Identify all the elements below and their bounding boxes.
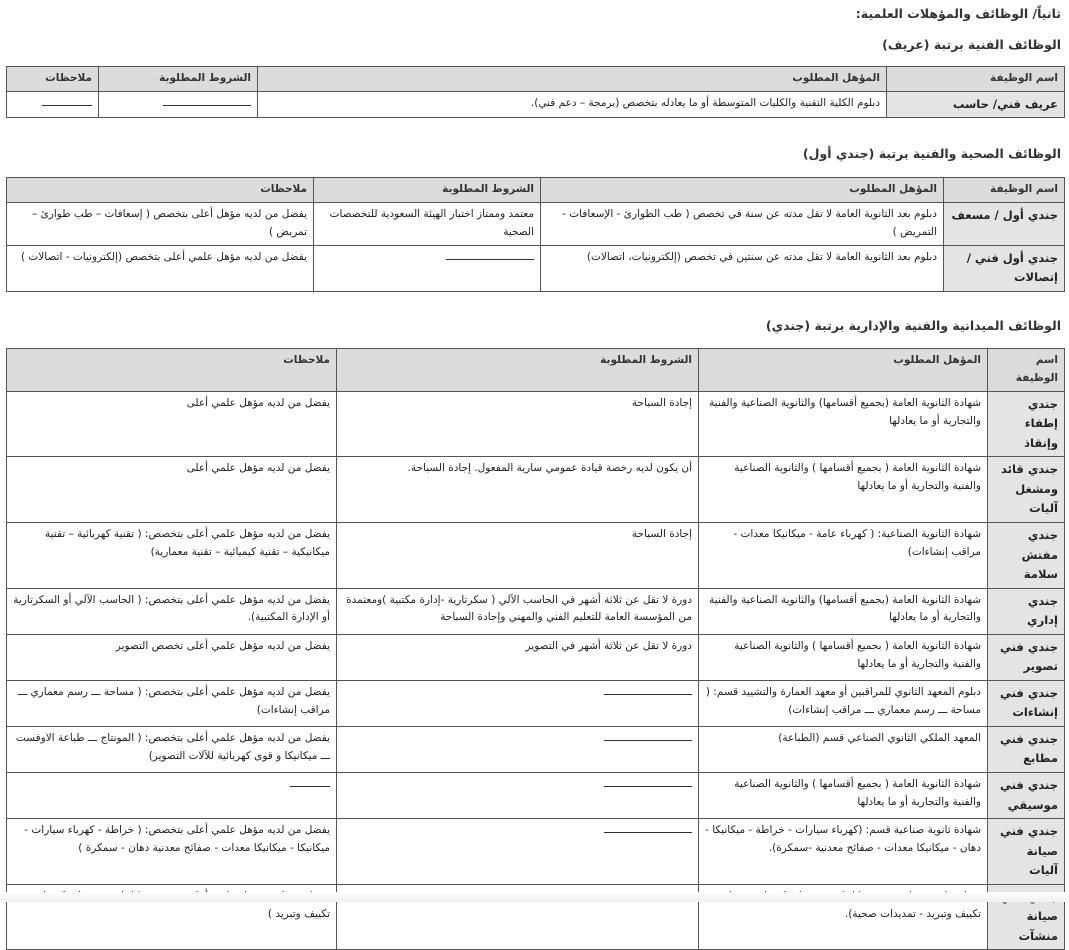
conditions: دورة لا تقل عن ثلاثة أشهر في التصوير [337,634,699,680]
header-conditions: الشروط المطلوبة [99,67,258,92]
qualification: شهادة الثانوية العامة ( بجميع أقسامها ) والثانوية الصناعية والفنية والتجارية أو ما يعادلها [699,457,988,523]
qualification: شهادة الثانوية العامة ( بجميع أقسامها ) والثانوية الصناعية والفنية والتجارية أو ما يعادلها [699,634,988,680]
notes: يفضل من لديه مؤهل علمي أعلى [7,457,337,523]
page-bottom-shade [0,892,1069,902]
table-corporal [6,66,1065,118]
notes: يفضل من لديه مؤهل أعلى بتخصص ( إسعافات – طب طوارئ – تمريض ) [7,202,314,245]
empty-dash [604,730,692,741]
header-qualification: المؤهل المطلوب [699,349,988,392]
header-notes: ملاحظات [7,67,99,92]
section-title-private: الوظائف الميدانية والفنية والإدارية برتبة (جندي) [765,318,1061,333]
conditions: دورة لا تقل عن ثلاثة أشهر في الحاسب الآلي ( سكرتارية -إدارة مكتبية )ومعتمدة من المؤسسة العامة للتعليم الفني والمهني وإجادة السباحة [337,588,699,634]
header-conditions: الشروط المطلوبة [337,349,699,392]
notes: يفضل من لديه مؤهل علمي أعلى بتخصص: ( خراطة - كهرباء سيارات - ميكانيكا - ميكانيكا معدات - صفائح معدنية دهان - سمكرة ) [7,819,337,885]
notes: يفضل من لديه مؤهل علمي أعلى تخصص التصوير [7,634,337,680]
notes: تكييف وتبريد ) [7,884,337,950]
qualification: شهادة الثانوية العامة (بجميع أقسامها) والثانوية الصناعية والفنية والتجارية أو ما يعادلها [699,588,988,634]
job-name: جندي قائد ومشغل آليات [988,457,1065,523]
notes: يفضل من لديه مؤهل علمي أعلى [7,391,337,457]
qualification: دبلوم المعهد الثانوي للمراقبين أو معهد العمارة والتشييد قسم: ( مساحة ـــ رسم معماري ـــ مراقب إنشاءات) [699,680,988,726]
conditions [337,680,699,726]
conditions: أن يكون لديه رخصة قيادة عمومي سارية المفعول. إجادة السباحة. [337,457,699,523]
job-name: جندي أول فني / إتصالات [944,245,1065,291]
qualification: شهادة ثانوية صناعية قسم: (كهرباء سيارات - خراطة - ميكانيكا - دهان - ميكانيكا معدات - صفائح معدنية -سمكرة). [699,819,988,885]
header-job: اسم الوظيفة [944,178,1065,203]
empty-dash [446,249,534,260]
table-header-row [7,67,1065,92]
job-name: جندي فني تصوير [988,634,1065,680]
table-row [7,202,1065,245]
job-name: جندي فني موسيقي [988,772,1065,818]
empty-dash [42,95,92,106]
table-row [7,772,1065,818]
table-row [7,634,1065,680]
table-private-first [6,177,1065,292]
table-row [7,91,1065,118]
job-name: جندي فني إنشاءات [988,680,1065,726]
notes [7,91,99,118]
header-job: اسم الوظيفة [887,67,1065,92]
conditions [314,245,541,291]
table-row [7,391,1065,457]
conditions [337,726,699,772]
table-row [7,457,1065,523]
conditions [337,772,699,818]
job-name: عريف فني/ حاسب [887,91,1065,118]
conditions: معتمد وممتاز اختبار الهيئة السعودية للتخصصات الصحية [314,202,541,245]
qualification: دبلوم بعد الثانوية العامة لا تقل مدته عن سنتين في تخصص (إلكترونيات، اتصالات) [541,245,944,291]
conditions: إجادة السباحة [337,391,699,457]
table-header-row [7,178,1065,203]
header-qualification: المؤهل المطلوب [258,67,887,92]
notes: يفضل من لديه مؤهل علمي أعلى بتخصص (إلكترونيات - اتصالات ) [7,245,314,291]
table-row [7,588,1065,634]
notes: يفضل من لديه مؤهل علمي أعلى بتخصص: ( المونتاج ـــ طباعة الاوفست ـــ ميكانيكا و قوى كهربائية للآلات التصوير) [7,726,337,772]
section-title-corporal: الوظائف الفنية برتبة (عريف) [882,37,1061,52]
section-title-private-first: الوظائف الصحية والفنية برتبة (جندي أول) [802,146,1061,161]
empty-dash [163,95,251,106]
table-row [7,726,1065,772]
table-header-row [7,349,1065,392]
notes: يفضل من لديه مؤهل علمي أعلى بتخصص: ( تقنية كهربائية – تقنية ميكانيكية – تقنية كيميائية – تقنية معمارية) [7,522,337,588]
qualification: تكييف وتبريد - تمديدات صحية). [699,884,988,950]
table-row [7,245,1065,291]
conditions: إجادة السباحة [337,522,699,588]
empty-dash [604,822,692,833]
table-private [6,348,1065,950]
qualification: دبلوم الكلية التقنية والكليات المتوسطة أو ما يعادله بتخصص (برمجة – دعم فني). [258,91,887,118]
header-notes: ملاحظات [7,349,337,392]
empty-dash [604,776,692,787]
empty-dash [290,776,330,787]
conditions [337,819,699,885]
qualification: شهادة الثانوية العامة ( بجميع أقسامها ) والثانوية الصناعية والفنية والتجارية أو ما يعادلها [699,772,988,818]
job-name: جندي فني مطابع [988,726,1065,772]
table-row [7,819,1065,885]
job-name: جندي إداري [988,588,1065,634]
qualification: شهادة الثانوية العامة (بجميع أقسامها) والثانوية الصناعية والفنية والتجارية أو ما يعادلها [699,391,988,457]
qualification: المعهد الملكي الثانوي الصناعي قسم (الطباعة) [699,726,988,772]
notes: يفضل من لديه مؤهل علمي أعلى بتخصص: ( مساحة ـــ رسم معماري ـــ مراقب إنشاءات) [7,680,337,726]
job-name: جندي أول / مسعف [944,202,1065,245]
qualification: دبلوم بعد الثانوية العامة لا تقل مدته عن سنة في تخصص ( طب الطوارئ - الإسعافات - التمريض ) [541,202,944,245]
job-name: جندي إطفاء وإنقاذ [988,391,1065,457]
header-conditions: الشروط المطلوبة [314,178,541,203]
job-name: جندي مفتش سلامة [988,522,1065,588]
job-name: جندي فني صيانة آليات [988,819,1065,885]
main-heading: ثانياً/ الوظائف والمؤهلات العلمية: [855,6,1061,21]
qualification: شهادة الثانوية الصناعية: ( كهرباء عامة - ميكانيكا معدات - مراقب إنشاءات) [699,522,988,588]
header-job: اسم الوظيفة [988,349,1065,392]
notes: يفضل من لديه مؤهل علمي أعلى بتخصص: ( الحاسب الآلي أو السكرتارية أو الإدارة المكتبية). [7,588,337,634]
conditions [99,91,258,118]
table-row [7,522,1065,588]
table-row [7,680,1065,726]
header-qualification: المؤهل المطلوب [541,178,944,203]
header-notes: ملاحظات [7,178,314,203]
notes [7,772,337,818]
empty-dash [604,684,692,695]
job-name: صيانة منشآت [988,884,1065,950]
